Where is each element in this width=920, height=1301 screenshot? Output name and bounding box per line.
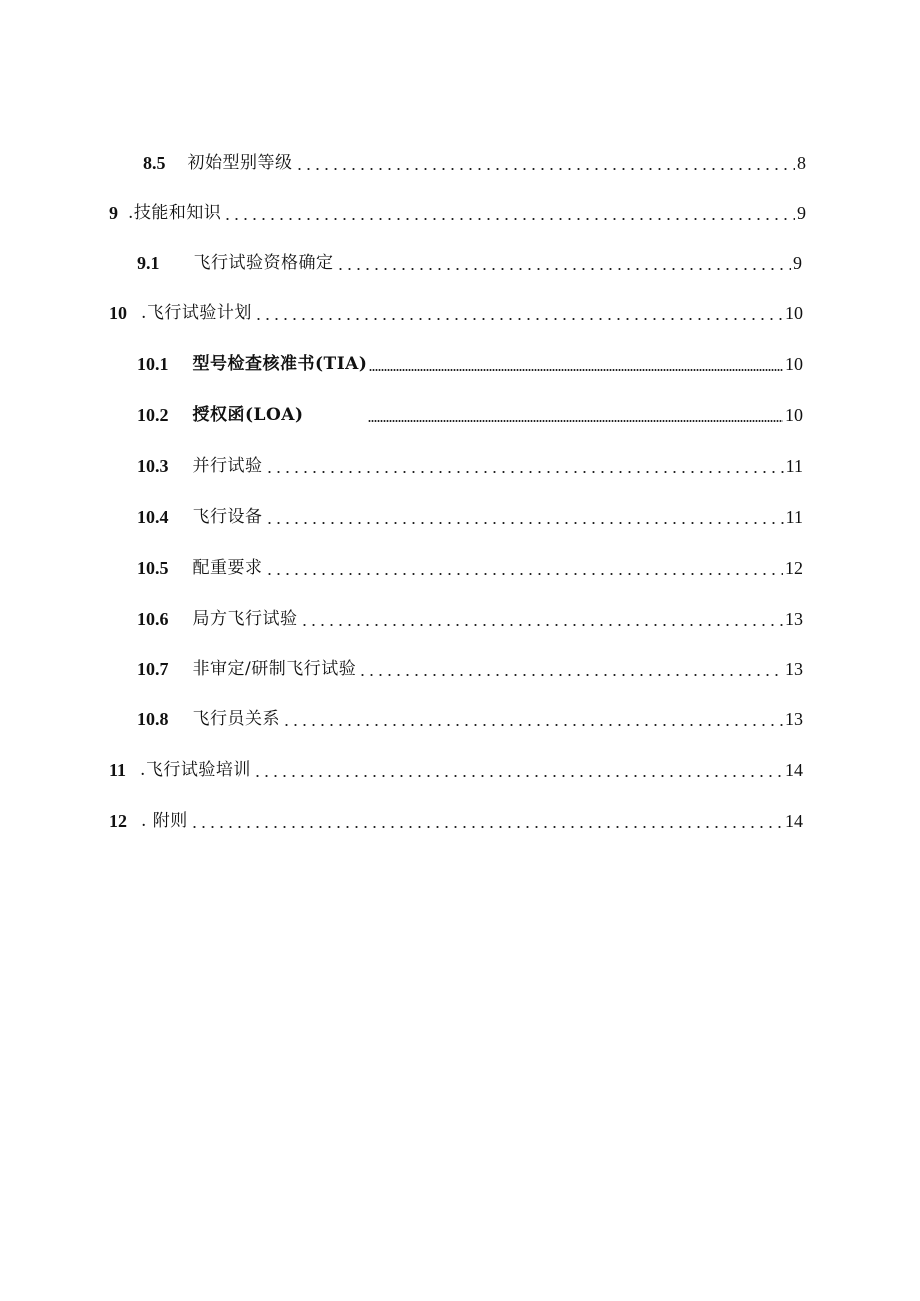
toc-title: .技能和知识 <box>128 203 222 223</box>
toc-leader <box>188 806 785 836</box>
toc-page-number: 10 <box>785 303 803 323</box>
toc-entry-9-1[interactable] <box>137 248 802 278</box>
toc-leader <box>263 553 786 583</box>
toc-title: 配重要求 <box>192 558 263 578</box>
toc-number: 10.4 <box>137 507 169 527</box>
toc-title: 非审定/研制飞行试验 <box>192 659 357 679</box>
toc-title: . 附则 <box>141 811 188 831</box>
toc-page-number: 10 <box>785 405 803 425</box>
toc-title: .飞行试验计划 <box>141 303 252 323</box>
toc-title: 局方飞行试验 <box>192 609 298 629</box>
toc-page-number: 13 <box>785 709 803 729</box>
toc-page-number: 14 <box>785 811 803 831</box>
toc-title: 并行试验 <box>192 456 263 476</box>
toc-entry-10-7[interactable] <box>137 654 803 684</box>
toc-entry-10[interactable] <box>109 298 803 328</box>
toc-number: 10.7 <box>137 659 169 679</box>
toc-number: 9.1 <box>137 253 160 273</box>
toc-page-number: 9 <box>793 253 802 273</box>
toc-leader <box>293 148 798 178</box>
toc-number: 10 <box>109 303 127 323</box>
toc-entry-9[interactable] <box>109 198 806 228</box>
toc-page-number: 8 <box>797 153 806 173</box>
toc-leader <box>251 755 785 785</box>
toc-page-number: 13 <box>785 609 803 629</box>
toc-page-number: 11 <box>785 507 803 527</box>
toc-title: 飞行试验资格确定 <box>193 253 334 273</box>
toc-entry-10-8[interactable] <box>137 704 803 734</box>
toc-leader <box>280 704 785 734</box>
toc-page-number: 14 <box>785 760 803 780</box>
toc-leader <box>221 198 797 228</box>
toc-entry-10-3[interactable] <box>137 451 803 481</box>
toc-leader <box>367 349 785 379</box>
toc-number: 10.1 <box>137 354 169 374</box>
toc-page-number: 9 <box>797 203 806 223</box>
toc-entry-10-2[interactable] <box>137 400 803 430</box>
toc-page-number: 12 <box>785 558 803 578</box>
toc-number: 9 <box>109 203 118 223</box>
toc-number: 8.5 <box>143 153 166 173</box>
toc-number: 12 <box>109 811 127 831</box>
toc-leader <box>366 400 785 430</box>
toc-leader <box>252 298 785 328</box>
toc-title: .飞行试验培训 <box>140 760 251 780</box>
toc-number: 10.8 <box>137 709 169 729</box>
toc-leader <box>298 604 786 634</box>
toc-entry-10-6[interactable] <box>137 604 803 634</box>
toc-entry-11[interactable] <box>109 755 803 785</box>
toc-number: 10.5 <box>137 558 169 578</box>
toc-leader <box>356 654 785 684</box>
toc-title: 飞行员关系 <box>192 709 280 729</box>
toc-leader <box>263 502 786 532</box>
toc-leader <box>263 451 786 481</box>
toc-leader <box>334 248 794 278</box>
toc-entry-8-5[interactable] <box>143 148 806 178</box>
toc-title: 初始型别等级 <box>187 153 293 173</box>
toc-entry-10-1[interactable] <box>137 349 803 379</box>
toc-page-number: 10 <box>785 354 803 374</box>
toc-page-number: 11 <box>785 456 803 476</box>
toc-title: 型号检查核准书(TIA) <box>192 354 368 374</box>
toc-title: 授权函(LOA) <box>192 405 304 425</box>
toc-title: 飞行设备 <box>192 507 263 527</box>
toc-entry-10-5[interactable] <box>137 553 803 583</box>
toc-entry-10-4[interactable] <box>137 502 803 532</box>
toc-number: 11 <box>109 760 127 780</box>
toc-number: 10.2 <box>137 405 169 425</box>
toc-entry-12[interactable] <box>109 806 803 836</box>
toc-number: 10.3 <box>137 456 169 476</box>
toc-page-number: 13 <box>785 659 803 679</box>
toc-number: 10.6 <box>137 609 169 629</box>
